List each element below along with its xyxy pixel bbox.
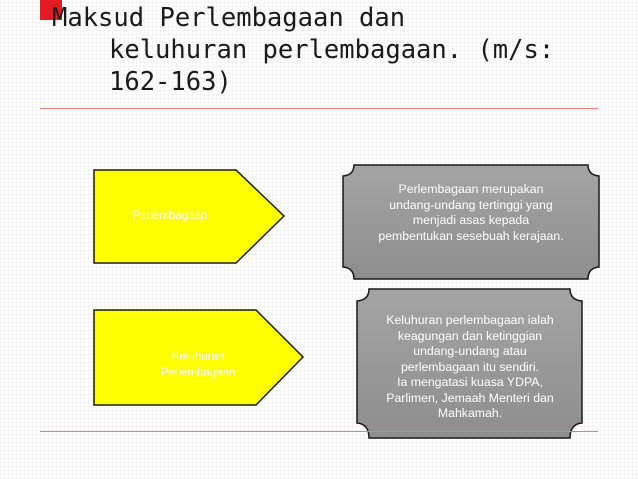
arrow-label-keluhuran — [128, 349, 268, 381]
description-line: perlembagaan itu sendiri. — [400, 359, 540, 374]
arrow-label-line: Perlembagaan — [132, 210, 208, 222]
title-line-2: keluhuran perlembagaan. (m/s: — [109, 35, 555, 65]
description-text-1 — [349, 182, 593, 244]
description-line: Perlembagaan merupakan — [398, 182, 544, 196]
bottom-divider — [40, 431, 598, 432]
arrow-label-line: Perlembagaan — [160, 367, 236, 379]
description-line: keagungan dan ketinggian — [397, 328, 543, 343]
arrow-label-perlembagaan — [100, 208, 240, 224]
description-line: menjadi asas kepada — [412, 213, 530, 227]
description-line: Parlimen, Jemaah Menteri dan — [386, 390, 554, 405]
description-line: Keluhuran perlembagaan ialah — [386, 313, 554, 327]
title-line-3: 162-163) — [109, 67, 232, 97]
arrow-label-line: Keluhuran — [171, 351, 225, 363]
title-line-1: Maksud Perlembagaan dan — [52, 3, 406, 33]
description-line: Mahkamah. — [437, 406, 503, 420]
description-line: pembentukan sesebuah kerajaan. — [378, 228, 564, 243]
description-line: undang-undang atau — [413, 344, 527, 358]
description-line: undang-undang tertinggi yang — [389, 197, 553, 212]
description-text-2 — [357, 313, 583, 422]
description-line: Ia mengatasi kuasa YDPA, — [397, 375, 543, 389]
